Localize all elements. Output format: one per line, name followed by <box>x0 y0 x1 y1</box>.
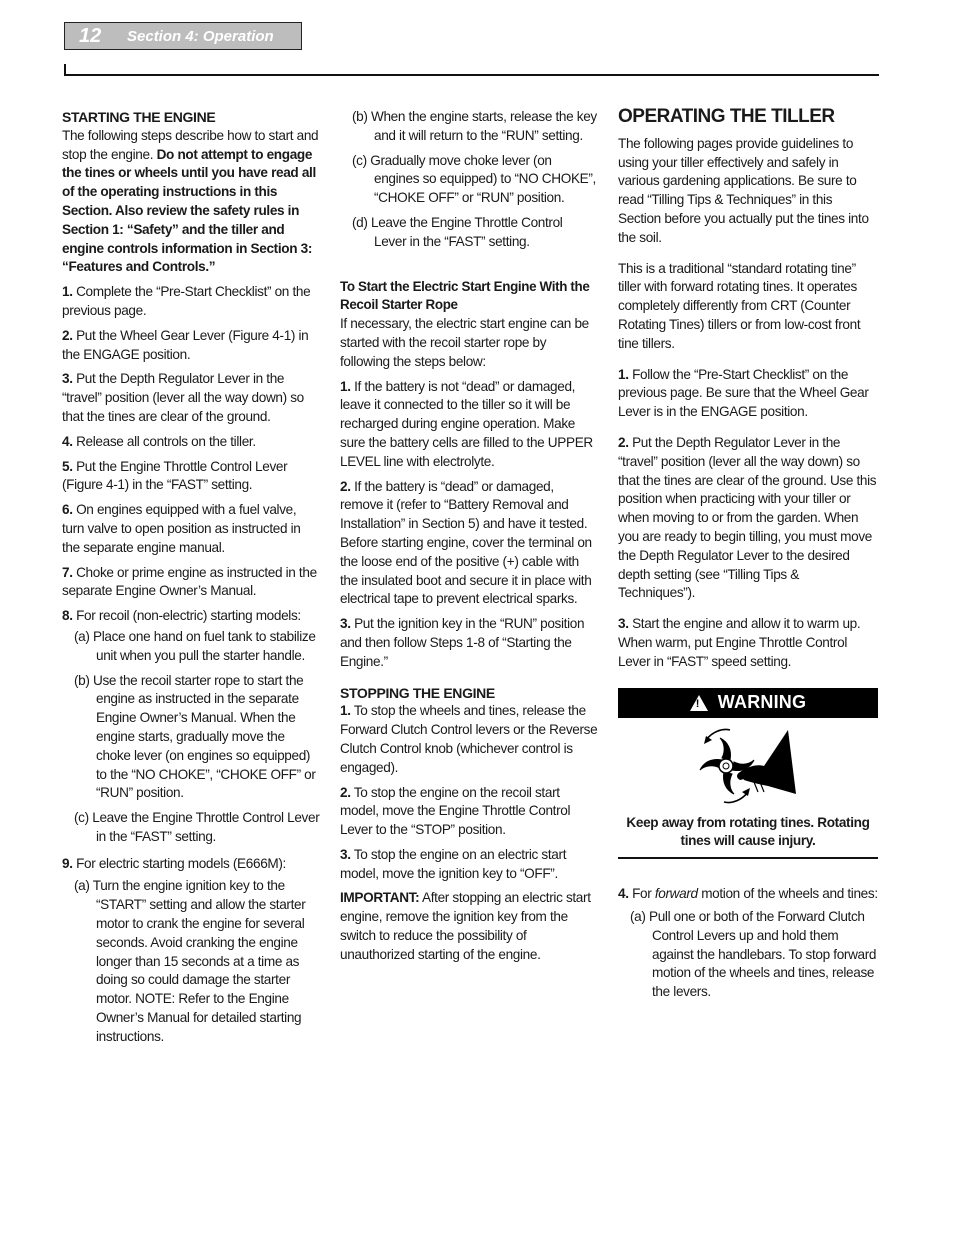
substep-item: (c) Leave the Engine Throttle Control Lever in the “FAST” setting. <box>74 810 320 844</box>
column-right <box>618 108 878 1008</box>
step-item: 1. Follow the “Pre-Start Checklist” on the previous page. Be sure that the Wheel Gear Lever is in the ENGAGE position. <box>618 366 869 420</box>
stopping-engine-heading: STOPPING THE ENGINE <box>340 684 495 701</box>
section-title: Section 4: Operation <box>127 27 274 45</box>
step-item: 4. Release all controls on the tiller. <box>62 433 256 449</box>
substep-item: (b) Use the recoil starter rope to start the engine as instructed in the separate Engine Owner’s Manual. When the engine starts, gradually move the choke lever (on engines so equipped) to the “NO CHOKE”, “CHOKE OFF” or “RUN” position. <box>74 672 316 801</box>
page-header <box>64 22 302 50</box>
step-item: 1. To stop the wheels and tines, release the Forward Clutch Control levers or the Reverse Clutch Control knob (whichever control is engaged). <box>340 703 598 775</box>
starting-engine-intro: The following steps describe how to start and stop the engine. Do not attempt to engage the tines or wheels until you have read all of the operating instructions in this Section. Also review the safety rules in Section 1: “Safety” and the tiller and engine controls information in Section 3: “Features and Controls.” <box>62 127 319 275</box>
column-middle <box>340 108 598 971</box>
operating-tiller-heading: OPERATING THE TILLER <box>618 106 835 127</box>
substep-item: (d) Leave the Engine Throttle Control Lever in the “FAST” setting. <box>352 214 563 249</box>
warning-label: WARNING <box>717 692 807 713</box>
warning-text: Keep away from rotating tines. Rotating tines will cause injury. <box>626 814 870 849</box>
step-item: 1. Complete the “Pre-Start Checklist” on the previous page. <box>62 284 311 318</box>
step-item: 2. Put the Wheel Gear Lever (Figure 4-1) in the ENGAGE position. <box>62 327 309 362</box>
step-item: 4. For forward motion of the wheels and tines: <box>618 886 878 902</box>
substep-item: (a) Pull one or both of the Forward Clutch Control Levers up and hold them against the handlebars. To stop forward motion of the wheels and tines, release the levers. <box>630 908 877 1000</box>
step-item: 3. Put the Depth Regulator Lever in the “travel” position (lever all the way down) so that the tines are clear of the ground. <box>62 371 304 424</box>
step-item: 2. Put the Depth Regulator Lever in the “travel” position (lever all the way down) so that the tines are clear of the ground. Use this position when practicing with your tiller or when moving to or from the garden. When you are ready to begin tilling, you must move the Depth Regulator Lever to the desired depth setting (see “Tilling Tips & Techniques”). <box>618 434 877 601</box>
step-item: 3. Start the engine and allow it to warm up. When warm, put Engine Throttle Control Lever in “FAST” speed setting. <box>618 616 861 669</box>
warning-triangle-icon: ! <box>690 695 708 711</box>
important-note: IMPORTANT: After stopping an electric start engine, remove the ignition key from the switch to reduce the possibility of unauthorized starting of the engine. <box>340 890 591 962</box>
step-item: 2. To stop the engine on the recoil start model, move the Engine Throttle Control Lever to the “STOP” position. <box>340 784 571 838</box>
step-item: 2. If the battery is “dead” or damaged, remove it (refer to “Battery Removal and Installation” in Section 5) and have it tested. Before starting engine, cover the terminal on the loose end of the positive (+) cable with the insulated boot and secure it in place with electrical tape to prevent electrical sparks. <box>340 478 592 607</box>
warning-bottom-rule <box>618 857 878 859</box>
substep-item: (a) Place one hand on fuel tank to stabilize unit when you pull the starter handle. <box>74 628 316 663</box>
operating-para: This is a traditional “standard rotating tine” tiller with forward rotating tines. It operates completely differently from CRT (Counter Rotating Tines) tillers or from low-cost front tine tillers. <box>618 260 861 351</box>
step-item: 6. On engines equipped with a fuel valve, turn valve to open position as instructed in the separate engine manual. <box>62 502 301 555</box>
step-item: 3. To stop the engine on an electric start model, move the ignition key to “OFF”. <box>340 846 567 881</box>
step-item: 3. Put the ignition key in the “RUN” position and then follow Steps 1-8 of “Starting the Engine.” <box>340 616 585 669</box>
column-left <box>62 108 320 1053</box>
substep-item: (a) Turn the engine ignition key to the “START” setting and allow the starter motor to crank the engine for several seconds. Avoid cranking the engine longer than 15 seconds at a time as doing so could damage the starter motor. NOTE: Refer to the Engine Owner’s Manual for detailed starting instructions. <box>74 878 306 1044</box>
warning-banner <box>618 688 878 718</box>
starting-engine-heading: STARTING THE ENGINE <box>62 109 216 125</box>
step-item: 7. Choke or prime engine as instructed in the separate Engine Owner’s Manual. <box>62 564 317 599</box>
step-item: 9. For electric starting models (E666M): <box>62 855 286 871</box>
step-item: 1. If the battery is not “dead” or damaged, leave it connected to the tiller so it will be recharged during engine operation. Make sure the battery cells are filled to the UPPER LEVEL line with electrolyte. <box>340 378 593 469</box>
recoil-start-intro: If necessary, the electric start engine can be started with the recoil starter rope by following the steps below: <box>340 316 589 369</box>
page-number: 12 <box>79 24 102 47</box>
substep-item: (b) When the engine starts, release the key and it will return to the “RUN” setting. <box>352 109 597 143</box>
operating-para: The following pages provide guidelines to using your tiller effectively and safely in various gardening applications. Be sure to read “Tilling Tips & Techniques” in this Section before you actually put the tines into the soil. <box>618 135 869 245</box>
starting-engine-warning-text: Do not attempt to engage the tines or wheels until you have read all of the operating instructions in this Section. Also review the safety rules in Section 1: “Safety” and the tiller and engine controls information in Section 3: “Features and Controls.” <box>62 146 316 275</box>
header-rule <box>64 74 879 76</box>
step-item: 8. For recoil (non-electric) starting models: <box>62 608 301 624</box>
step-item: 5. Put the Engine Throttle Control Lever (Figure 4-1) in the “FAST” setting. <box>62 458 288 493</box>
substep-item: (c) Gradually move choke lever (on engines so equipped) to “NO CHOKE”, “CHOKE OFF” or “RUN” position. <box>352 152 596 206</box>
rotating-tines-hazard-icon <box>696 726 800 810</box>
recoil-start-heading: To Start the Electric Start Engine With the Recoil Starter Rope <box>340 278 590 313</box>
